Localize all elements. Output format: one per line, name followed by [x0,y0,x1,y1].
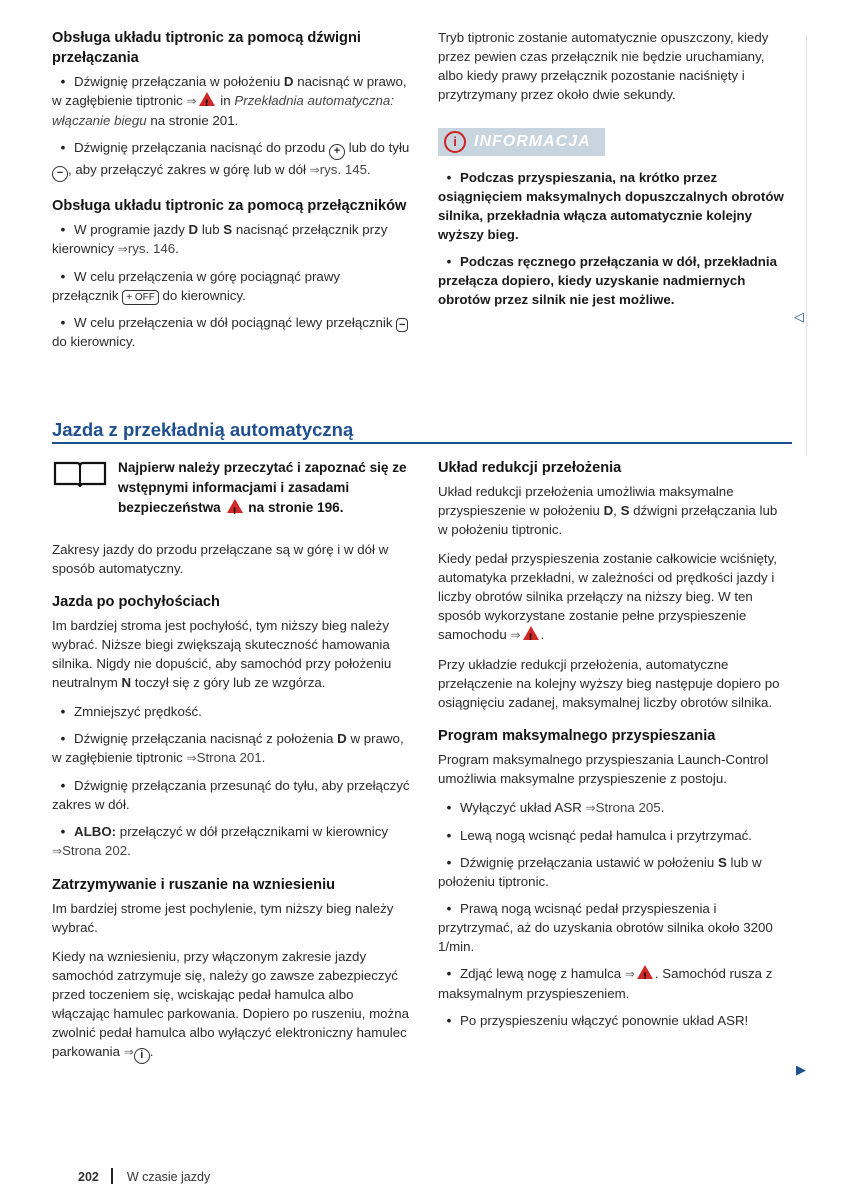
margin-line [806,36,807,456]
info-banner [438,128,605,156]
warning-icon [199,92,215,106]
section-rule [52,442,792,444]
heading-hill-stop: Zatrzymywanie i ruszanie na wzniesieniu [52,877,336,893]
page-reference-link[interactable]: Strona 205 [595,800,661,815]
page-reference-link[interactable]: Strona 201 [196,750,262,765]
list-item: • Prawą nogą wcisnąć pedał przyspieszenia i przytrzymać, aż do uzyskania obrotów silnika około 3200 1/min. [438,901,773,954]
top-left-column [52,28,410,359]
list-item: • Po przyspieszeniu włączyć ponownie układ ASR! [446,1013,749,1028]
arrow-icon: ⇒ [585,801,596,815]
info-circle-icon: i [134,1048,150,1064]
list-item: • Zdjąć lewą nogę z hamulca ⇒! . Samochód rusza z maksymalnym przyspieszeniem. [438,964,790,1003]
heading-tiptronic-paddles: Obsługa układu tiptronic za pomocą przełączników [52,198,407,214]
bottom-right-column [438,458,790,1038]
arrow-icon: ⇒ [309,163,320,177]
paragraph: Program maksymalnego przyspieszania Launch-Control umożliwia maksymalne przyspieszenie z postoju. [438,752,769,786]
arrow-icon: ⇒ [510,628,521,642]
list-item: • W celu przełączenia w górę pociągnąć prawy przełącznik + OFF do kierownicy. [52,269,341,303]
list-item: • Wyłączyć układ ASR ⇒Strona 205. [446,800,665,815]
footer-divider [111,1168,113,1184]
page-number: 202 [78,1170,99,1184]
warning-icon [637,965,653,979]
read-first-notice: Najpierw należy przeczytać i zapoznać się ze wstępnymi informacjami i zasadami bezpieczeństwa ! na stronie 196. [52,458,410,518]
arrow-icon: ⇒ [52,844,63,858]
info-label: INFORMACJA [474,133,591,150]
list-item: • W celu przełączenia w dół pociągnąć lewy przełącznik − do kierownicy. [52,313,410,351]
back-marker-icon: ◁ [794,309,804,324]
list-item: • Dźwignię przełączania przesunąć do tyłu, aby przełączyć zakres w dół. [52,778,410,812]
warning-icon [227,499,243,513]
warning-icon [523,626,539,640]
list-item: • Dźwignię przełączania nacisnąć do przodu + lub do tyłu − , aby przełączyć zakres w górę lub w dół ⇒rys. 145. [52,138,410,182]
heading-slopes: Jazda po pochyłościach [52,594,220,610]
list-item: • Dźwignię przełączania ustawić w położeniu S lub w położeniu tiptronic. [438,855,762,889]
paragraph: Im bardziej stroma jest pochyłość, tym niższy bieg należy wybrać. Niższe biegi zwiększają skuteczność hamowania silnika. Nigdy nie dopuścić, aby samochód przy położeniu neutralnym N toczył się z góry lub ze wzgórza. [52,618,392,690]
bottom-left-column [52,458,410,1074]
heading-tiptronic-lever: Obsługa układu tiptronic za pomocą dźwigni przełączania [52,30,361,66]
heading-kickdown: Układ redukcji przełożenia [438,460,622,476]
heading-launch-control: Program maksymalnego przyspieszania [438,728,716,744]
section-title: Jazda z przekładnią automatyczną [52,419,354,440]
paragraph: Zakresy jazdy do przodu przełączane są w górę i w dół w sposób automatyczny. [52,542,389,576]
cross-reference-link[interactable]: Przekładnia automatyczna: włączanie biegu [52,93,394,128]
minus-circle-icon: − [52,166,68,182]
info-item: • Podczas ręcznego przełączania w dół, przekładnia przełącza dopiero, kiedy uzyskanie nadmiernych obrotów przez silnik nie jest możliwe. [438,254,778,307]
arrow-icon: ⇒ [186,751,197,765]
paragraph: Im bardziej strome jest pochylenie, tym niższy bieg należy wybrać. [52,901,394,935]
plus-circle-icon: + [329,144,345,160]
figure-reference-link[interactable]: rys. 145 [319,162,368,177]
chapter-name: W czasie jazdy [126,1170,211,1184]
arrow-icon: ⇒ [123,1045,134,1059]
plus-off-key-icon: + OFF [122,290,159,305]
continue-marker-icon: ▶ [796,1062,806,1077]
list-item: • W programie jazdy D lub S nacisnąć przełącznik przy kierownicy ⇒rys. 146. [52,222,388,256]
minus-key-icon: − [396,318,408,332]
list-item: • Lewą nogą wcisnąć pedał hamulca i przytrzymać. [446,828,752,843]
list-item: • Dźwignię przełączania w położeniu D nacisnąć w prawo, w zagłębienie tiptronic ⇒! in Przekładnia automatyczna: włączanie biegu na stronie 201. [52,72,410,130]
figure-reference-link[interactable]: rys. 146 [127,241,176,256]
page-reference-link[interactable]: Strona 202 [62,843,128,858]
paragraph: Kiedy na wzniesieniu, przy włączonym zakresie jazdy samochód zatrzymuje się, należy go zawsze zabezpieczyć przed toczeniem się, wciskając pedał hamulca albo włączając hamulec parkowania. Dopiero po ruszeniu, można zwolnić pedał hamulca albo wyłączyć elektroniczny hamulec parkowania ⇒ i . [52,947,410,1064]
list-item: • ALBO: przełączyć w dół przełącznikami w kierownicy ⇒Strona 202. [52,824,389,858]
paragraph: Przy układzie redukcji przełożenia, automatyczne przełączenie na kolejny wyższy bieg następuje dopiero po osiągnięciu zadanej, maksymalnej liczby obrotów silnika. [438,657,780,710]
arrow-icon: ⇒ [624,967,635,981]
arrow-icon: ⇒ [117,242,128,256]
info-icon: i [444,131,466,153]
list-item: • Zmniejszyć prędkość. [60,704,202,719]
paragraph: Kiedy pedał przyspieszenia zostanie całkowicie wciśnięty, automatyka przekładni, w zależności od prędkości jazdy i liczby obrotów silnika przełączy na niższy bieg. W ten sposób wykorzystane zostanie pełne przyspieszenie samochodu ⇒! . [438,549,790,645]
paragraph: Układ redukcji przełożenia umożliwia maksymalne przyspieszenie w położeniu D, S dźwigni przełączania lub w położeniu tiptronic. [438,484,778,537]
arrow-icon: ⇒ [186,94,197,108]
paragraph: Tryb tiptronic zostanie automatycznie opuszczony, kiedy przez pewien czas przełącznik nie będzie uruchamiany, albo kiedy prawy przełącznik pozostanie naciśnięty i przytrzymany przez około dwie sekundy. [438,30,769,102]
list-item: • Dźwignię przełączania nacisnąć z położenia D w prawo, w zagłębienie tiptronic ⇒Strona 201. [52,731,404,765]
page-footer [78,1168,210,1184]
top-right-column [438,28,790,317]
info-item: • Podczas przyspieszania, na krótko przez osiągnięciem maksymalnych dopuszczalnych obrotów silnika, przekładnia włącza automatycznie kolejny wyższy bieg. [438,170,784,242]
book-icon [52,460,108,488]
